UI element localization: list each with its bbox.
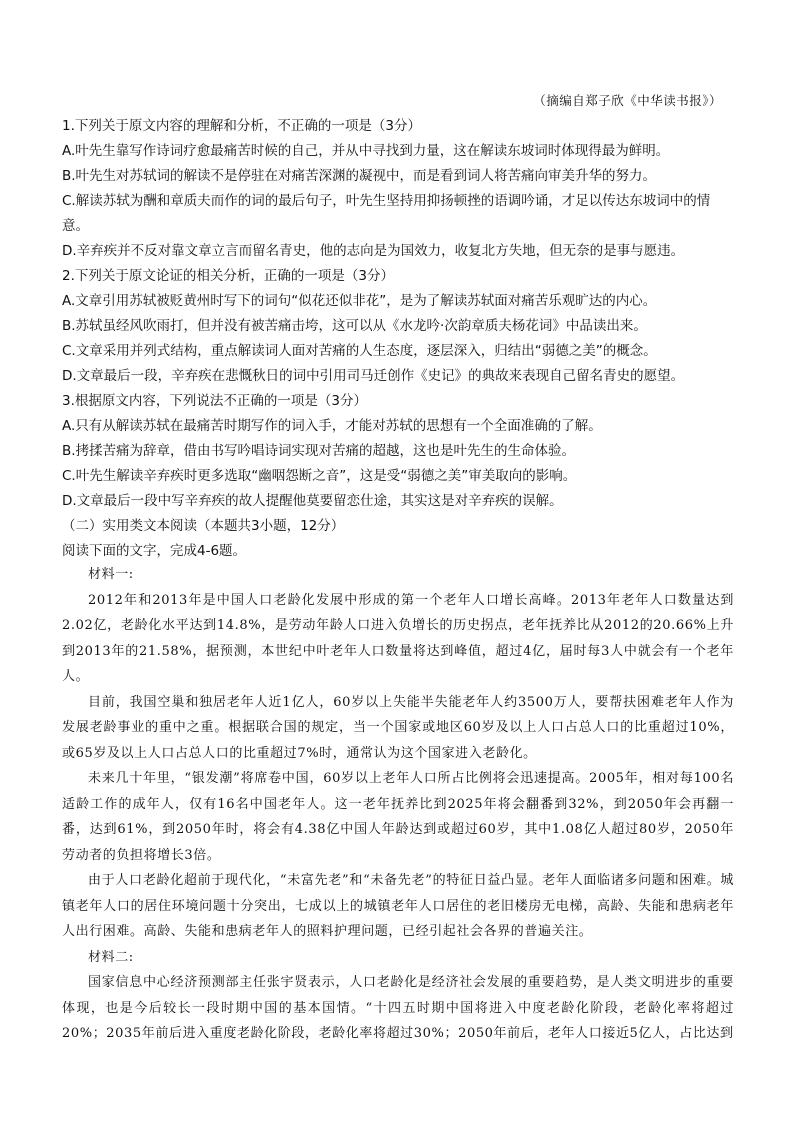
question-2-option-a: A.文章引用苏轼被贬黄州时写下的词句“似花还似非花”，是为了解读苏轼面对痛苦乐观旷达的内心。	[62, 293, 657, 309]
material-1-paragraph: 目前，我国空巢和独居老年人近1亿人，60岁以上失能半失能老年人约3500万人，要帮扶困难老年人作为发展老龄事业的重中之重。根据联合国的规定，当一个国家或地区60岁及以上人口占总人口的比重超过10%，或65岁及以上人口占总人口的比重超过7%时，通常认为这个国家进入老龄化。	[62, 694, 734, 761]
material-1-paragraph: 未来几十年里，“银发潮”将席卷中国，60岁以上老年人口所占比例将会迅速提高。2005年，相对每100名适龄工作的成年人，仅有16名中国老年人。这一老年抚养比到2025年将会翻番到32%，到2050年会再翻一番，达到61%，到2050年时，将会有4.38亿中国人年龄达到或超过60岁，其中1.08亿人超过80岁，2050年劳动者的负担将增长3倍。	[62, 771, 734, 863]
question-3-stem: 3.根据原文内容，下列说法不正确的一项是（3分）	[62, 393, 367, 409]
material-1-paragraph: 由于人口老龄化超前于现代化，“未富先老”和“未备先老”的特征日益凸显。老年人面临诸多问题和困难。城镇老年人口的居住环境问题十分突出，七成以上的城镇老年人口居住的老旧楼房无电梯，高龄、失能和患病老年人出行困难。高龄、失能和患病老年人的照料护理问题，已经引起社会各界的普遍关注。	[62, 873, 734, 939]
material-2-label: 材料二:	[88, 949, 134, 965]
question-1-option-a: A.叶先生靠写作诗词疗愈最痛苦时候的自己，并从中寻找到力量，这在解读东坡词时体现得最为鲜明。	[62, 143, 670, 159]
question-2-option-c: C.文章采用并列式结构，重点解读词人面对苦痛的人生态度，逐层深入，归结出“弱德之美”的概念。	[62, 343, 657, 359]
question-2-option-d: D.文章最后一段，辛弃疾在悲慨秋日的词中引用司马迁创作《史记》的典故来表现自己留名青史的愿望。	[62, 368, 685, 384]
question-1-option-c: C.解读苏轼为酬和章质夫而作的词的最后句子，叶先生坚持用抑扬顿挫的语调吟诵，才足以传达东坡词中的情意。	[62, 193, 711, 234]
question-1-option-b: B.叶先生对苏轼词的解读不是停驻在对痛苦深渊的凝视中，而是看到词人将苦痛向审美升华的努力。	[62, 168, 657, 184]
reading-passage	[62, 562, 734, 1047]
material-2-paragraph: 国家信息中心经济预测部主任张宇贤表示，人口老龄化是经济社会发展的重要趋势，是人类文明进步的重要体现，也是今后较长一段时期中国的基本国情。“十四五时期中国将进入中度老龄化阶段，老龄化率将超过20%；2035年前后进入重度老龄化阶段，老龄化率将超过30%；2050年前后，老年人口接近5亿人，占比达到	[62, 975, 734, 1041]
material-1-label: 材料一:	[88, 567, 134, 582]
reading-instruction: 阅读下面的文字，完成4-6题。	[62, 543, 247, 559]
question-1-stem: 1.下列关于原文内容的理解和分析，不正确的一项是（3分）	[62, 118, 421, 134]
question-1-option-d: D.辛弃疾并不反对靠文章立言而留名青史，他的志向是为国效力，收复北方失地，但无奈的是事与愿违。	[62, 243, 685, 259]
material-1-paragraph: 2012年和2013年是中国人口老龄化发展中形成的第一个老年人口增长高峰。2013年老年人口数量达到2.02亿，老龄化水平达到14.8%，是劳动年龄人口进入负增长的历史拐点，老年抚养比从2012的20.66%上升到2013年的21.58%，据预测，本世纪中叶老年人口数量将达到峰值，超过4亿，届时每3人中就会有一个老年人。	[62, 592, 734, 684]
section-heading: （二）实用类文本阅读（本题共3小题，12分）	[62, 518, 345, 534]
question-3-option-d: D.文章最后一段中写辛弃疾的故人提醒他莫要留恋仕途，其实这是对辛弃疾的误解。	[62, 493, 563, 509]
question-3-option-a: A.只有从解读苏轼在最痛苦时期写作的词入手，才能对苏轼的思想有一个全面准确的了解。	[62, 418, 602, 434]
question-2-option-b: B.苏轼虽经风吹雨打，但并没有被苦痛击垮，这可以从《水龙吟·次韵章质夫杨花词》中品读出来。	[62, 318, 647, 334]
source-citation: （摘编自郑子欣《中华读书报》）	[533, 93, 722, 108]
question-2-stem: 2.下列关于原文论证的相关分析，正确的一项是（3分）	[62, 268, 394, 284]
question-3-option-c: C.叶先生解读辛弃疾时更多选取“幽咽怨断之音”，这是受“弱德之美”审美取向的影响。	[62, 468, 577, 484]
question-3-option-b: B.拷揉苦痛为辞章，借由书写吟唱诗词实现对苦痛的超越，这也是叶先生的生命体验。	[62, 443, 576, 459]
question-block	[62, 114, 734, 564]
